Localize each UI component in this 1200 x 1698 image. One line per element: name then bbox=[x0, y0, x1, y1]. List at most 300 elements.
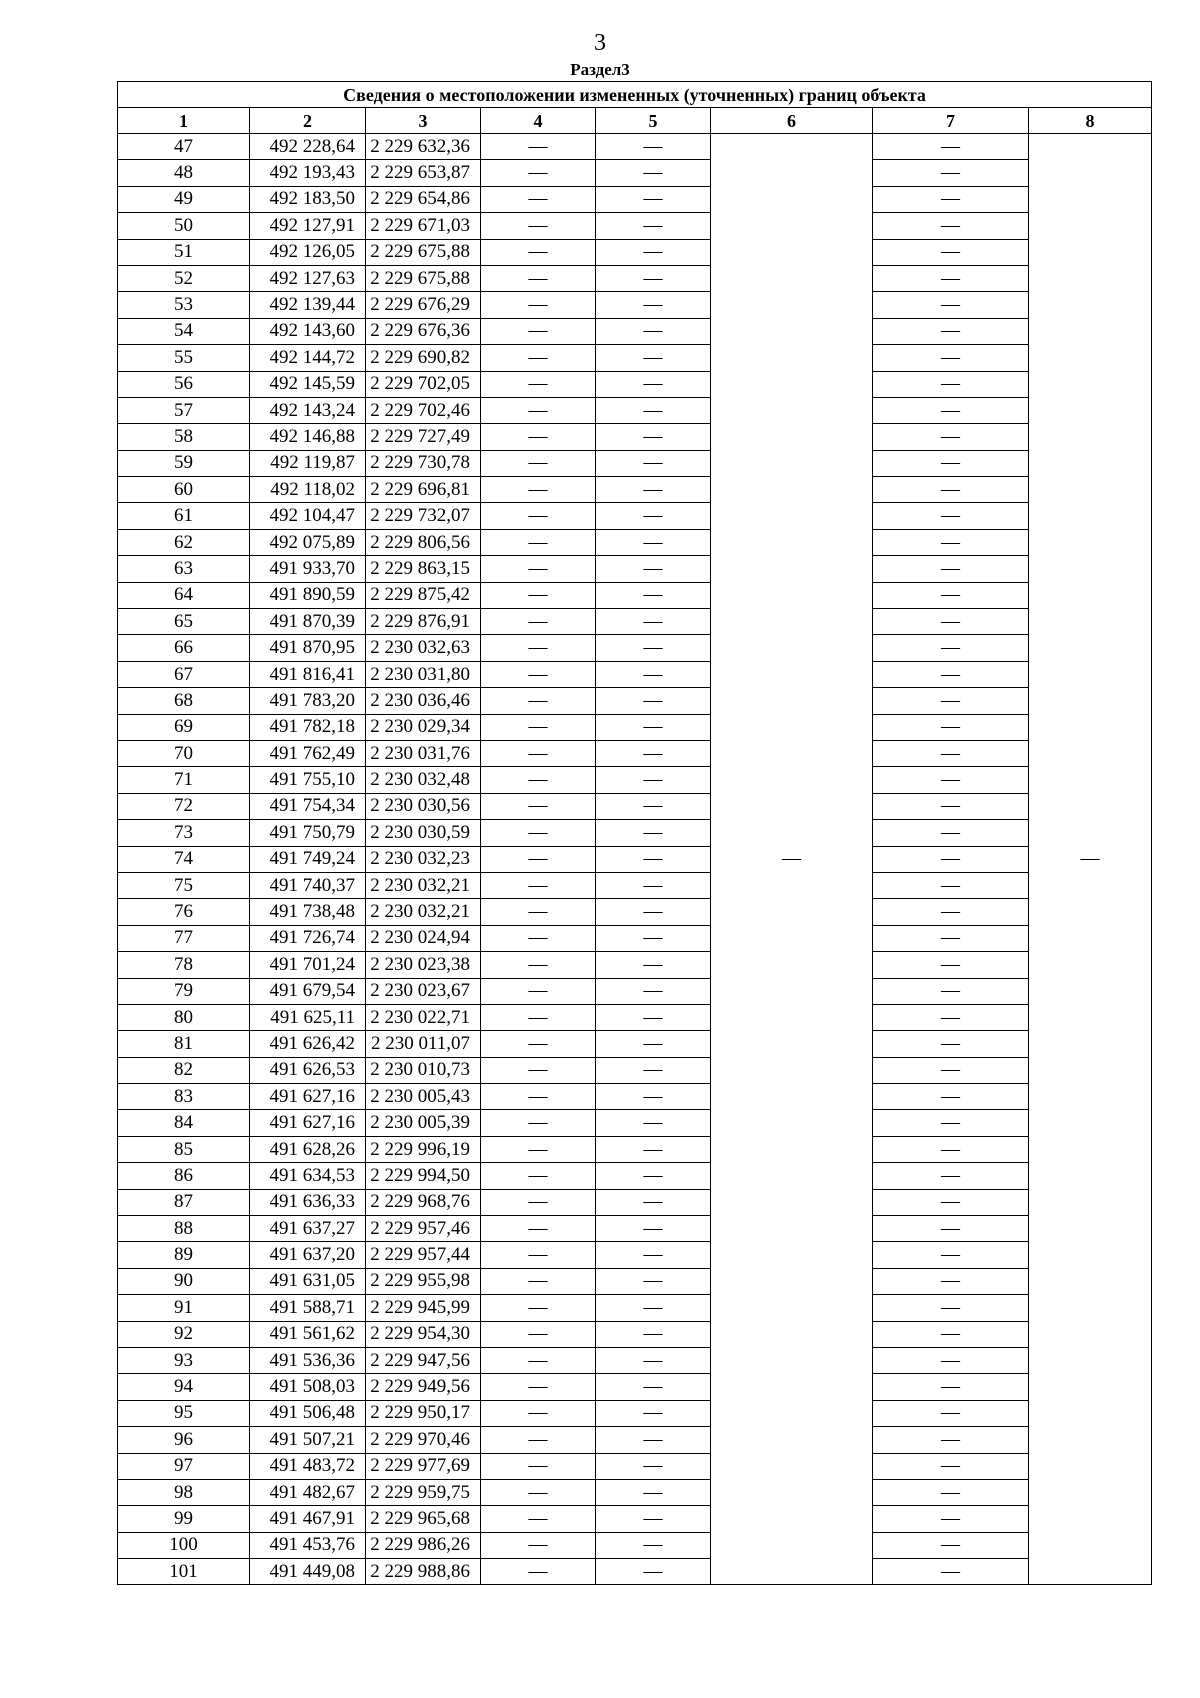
col4-value: — bbox=[481, 1110, 596, 1136]
col7-value: — bbox=[873, 477, 1029, 503]
col4-value: — bbox=[481, 1004, 596, 1030]
point-number: 89 bbox=[118, 1242, 250, 1268]
y-coordinate: 2 230 010,73 bbox=[366, 1057, 481, 1083]
column-header-4: 4 bbox=[481, 108, 596, 134]
col7-value: — bbox=[873, 1057, 1029, 1083]
table-row bbox=[118, 1163, 1152, 1189]
y-coordinate: 2 229 732,07 bbox=[366, 503, 481, 529]
y-coordinate: 2 229 986,26 bbox=[366, 1532, 481, 1558]
x-coordinate: 491 740,37 bbox=[250, 872, 366, 898]
col5-value: — bbox=[596, 292, 711, 318]
x-coordinate: 491 628,26 bbox=[250, 1136, 366, 1162]
y-coordinate: 2 229 959,75 bbox=[366, 1479, 481, 1505]
x-coordinate: 491 870,39 bbox=[250, 609, 366, 635]
col7-value: — bbox=[873, 952, 1029, 978]
col7-value: — bbox=[873, 925, 1029, 951]
col7-value: — bbox=[873, 239, 1029, 265]
col5-value: — bbox=[596, 529, 711, 555]
point-number: 83 bbox=[118, 1084, 250, 1110]
point-number: 94 bbox=[118, 1374, 250, 1400]
y-coordinate: 2 229 968,76 bbox=[366, 1189, 481, 1215]
col4-value: — bbox=[481, 1427, 596, 1453]
col5-value: — bbox=[596, 714, 711, 740]
point-number: 54 bbox=[118, 318, 250, 344]
col7-value: — bbox=[873, 1216, 1029, 1242]
x-coordinate: 491 749,24 bbox=[250, 846, 366, 872]
col7-value: — bbox=[873, 1295, 1029, 1321]
col4-value: — bbox=[481, 740, 596, 766]
col7-value: — bbox=[873, 186, 1029, 212]
y-coordinate: 2 229 994,50 bbox=[366, 1163, 481, 1189]
col7-value: — bbox=[873, 1400, 1029, 1426]
col5-value: — bbox=[596, 978, 711, 1004]
col7-value: — bbox=[873, 213, 1029, 239]
y-coordinate: 2 230 023,38 bbox=[366, 952, 481, 978]
y-coordinate: 2 229 654,86 bbox=[366, 186, 481, 212]
col5-value: — bbox=[596, 1559, 711, 1585]
point-number: 47 bbox=[118, 134, 250, 160]
x-coordinate: 491 637,20 bbox=[250, 1242, 366, 1268]
x-coordinate: 492 139,44 bbox=[250, 292, 366, 318]
col4-value: — bbox=[481, 609, 596, 635]
point-number: 97 bbox=[118, 1453, 250, 1479]
col4-value: — bbox=[481, 292, 596, 318]
x-coordinate: 491 636,33 bbox=[250, 1189, 366, 1215]
col5-value: — bbox=[596, 872, 711, 898]
y-coordinate: 2 229 671,03 bbox=[366, 213, 481, 239]
table-row bbox=[118, 714, 1152, 740]
col4-value: — bbox=[481, 1057, 596, 1083]
table-row bbox=[118, 1506, 1152, 1532]
col7-value: — bbox=[873, 1559, 1029, 1585]
y-coordinate: 2 229 675,88 bbox=[366, 265, 481, 291]
table-row bbox=[118, 213, 1152, 239]
y-coordinate: 2 229 675,88 bbox=[366, 239, 481, 265]
col5-value: — bbox=[596, 1321, 711, 1347]
x-coordinate: 491 679,54 bbox=[250, 978, 366, 1004]
col4-value: — bbox=[481, 952, 596, 978]
col4-value: — bbox=[481, 1136, 596, 1162]
table-row bbox=[118, 1427, 1152, 1453]
point-number: 79 bbox=[118, 978, 250, 1004]
y-coordinate: 2 229 957,44 bbox=[366, 1242, 481, 1268]
col4-value: — bbox=[481, 186, 596, 212]
col7-value: — bbox=[873, 1453, 1029, 1479]
point-number: 91 bbox=[118, 1295, 250, 1321]
col4-value: — bbox=[481, 477, 596, 503]
x-coordinate: 491 467,91 bbox=[250, 1506, 366, 1532]
col7-value: — bbox=[873, 1532, 1029, 1558]
point-number: 96 bbox=[118, 1427, 250, 1453]
table-row bbox=[118, 1057, 1152, 1083]
table-row bbox=[118, 1084, 1152, 1110]
col5-value: — bbox=[596, 688, 711, 714]
col7-value: — bbox=[873, 503, 1029, 529]
col8-merged-value: — bbox=[1029, 134, 1152, 1585]
col7-value: — bbox=[873, 397, 1029, 423]
table-caption: Сведения о местоположении измененных (уточненных) границ объекта bbox=[118, 82, 1152, 108]
col5-value: — bbox=[596, 450, 711, 476]
col7-value: — bbox=[873, 1004, 1029, 1030]
y-coordinate: 2 230 031,76 bbox=[366, 740, 481, 766]
x-coordinate: 492 127,91 bbox=[250, 213, 366, 239]
y-coordinate: 2 229 954,30 bbox=[366, 1321, 481, 1347]
col4-value: — bbox=[481, 371, 596, 397]
col5-value: — bbox=[596, 740, 711, 766]
x-coordinate: 491 483,72 bbox=[250, 1453, 366, 1479]
col5-value: — bbox=[596, 1268, 711, 1294]
point-number: 57 bbox=[118, 397, 250, 423]
col4-value: — bbox=[481, 688, 596, 714]
table-row bbox=[118, 767, 1152, 793]
x-coordinate: 491 783,20 bbox=[250, 688, 366, 714]
table-row bbox=[118, 820, 1152, 846]
point-number: 62 bbox=[118, 529, 250, 555]
x-coordinate: 491 625,11 bbox=[250, 1004, 366, 1030]
page-number: 3 bbox=[594, 30, 606, 56]
point-number: 98 bbox=[118, 1479, 250, 1505]
col7-value: — bbox=[873, 582, 1029, 608]
col5-value: — bbox=[596, 134, 711, 160]
table-row bbox=[118, 1374, 1152, 1400]
col4-value: — bbox=[481, 872, 596, 898]
x-coordinate: 491 536,36 bbox=[250, 1347, 366, 1373]
col5-value: — bbox=[596, 213, 711, 239]
point-number: 80 bbox=[118, 1004, 250, 1030]
col5-value: — bbox=[596, 1453, 711, 1479]
col5-value: — bbox=[596, 345, 711, 371]
col4-value: — bbox=[481, 1559, 596, 1585]
col5-value: — bbox=[596, 239, 711, 265]
point-number: 68 bbox=[118, 688, 250, 714]
col7-value: — bbox=[873, 134, 1029, 160]
col7-value: — bbox=[873, 1242, 1029, 1268]
y-coordinate: 2 229 632,36 bbox=[366, 134, 481, 160]
col5-value: — bbox=[596, 820, 711, 846]
table-row bbox=[118, 846, 1152, 872]
col7-value: — bbox=[873, 450, 1029, 476]
x-coordinate: 491 782,18 bbox=[250, 714, 366, 740]
col5-value: — bbox=[596, 1189, 711, 1215]
table-row bbox=[118, 899, 1152, 925]
y-coordinate: 2 230 030,59 bbox=[366, 820, 481, 846]
point-number: 66 bbox=[118, 635, 250, 661]
point-number: 56 bbox=[118, 371, 250, 397]
col7-value: — bbox=[873, 265, 1029, 291]
col4-value: — bbox=[481, 556, 596, 582]
x-coordinate: 491 507,21 bbox=[250, 1427, 366, 1453]
col5-value: — bbox=[596, 767, 711, 793]
table-row bbox=[118, 265, 1152, 291]
col7-value: — bbox=[873, 767, 1029, 793]
col4-value: — bbox=[481, 345, 596, 371]
point-number: 81 bbox=[118, 1031, 250, 1057]
table-row bbox=[118, 1479, 1152, 1505]
point-number: 93 bbox=[118, 1347, 250, 1373]
y-coordinate: 2 230 032,48 bbox=[366, 767, 481, 793]
point-number: 77 bbox=[118, 925, 250, 951]
section-title: Раздел3 bbox=[570, 60, 630, 79]
col5-value: — bbox=[596, 793, 711, 819]
y-coordinate: 2 229 965,68 bbox=[366, 1506, 481, 1532]
col5-value: — bbox=[596, 397, 711, 423]
column-header-row bbox=[118, 108, 1152, 134]
x-coordinate: 492 143,60 bbox=[250, 318, 366, 344]
table-row bbox=[118, 529, 1152, 555]
col5-value: — bbox=[596, 556, 711, 582]
x-coordinate: 492 118,02 bbox=[250, 477, 366, 503]
y-coordinate: 2 230 032,23 bbox=[366, 846, 481, 872]
col4-value: — bbox=[481, 1163, 596, 1189]
col7-value: — bbox=[873, 872, 1029, 898]
col5-value: — bbox=[596, 1216, 711, 1242]
y-coordinate: 2 229 957,46 bbox=[366, 1216, 481, 1242]
point-number: 85 bbox=[118, 1136, 250, 1162]
x-coordinate: 492 228,64 bbox=[250, 134, 366, 160]
point-number: 95 bbox=[118, 1400, 250, 1426]
col4-value: — bbox=[481, 503, 596, 529]
table-row bbox=[118, 477, 1152, 503]
x-coordinate: 491 870,95 bbox=[250, 635, 366, 661]
col5-value: — bbox=[596, 160, 711, 186]
table-row bbox=[118, 318, 1152, 344]
col7-value: — bbox=[873, 1110, 1029, 1136]
col7-value: — bbox=[873, 345, 1029, 371]
col4-value: — bbox=[481, 160, 596, 186]
point-number: 76 bbox=[118, 899, 250, 925]
col4-value: — bbox=[481, 1084, 596, 1110]
column-header-1: 1 bbox=[118, 108, 250, 134]
col7-value: — bbox=[873, 1189, 1029, 1215]
col7-value: — bbox=[873, 1031, 1029, 1057]
point-number: 53 bbox=[118, 292, 250, 318]
col5-value: — bbox=[596, 1084, 711, 1110]
y-coordinate: 2 230 022,71 bbox=[366, 1004, 481, 1030]
point-number: 64 bbox=[118, 582, 250, 608]
x-coordinate: 492 127,63 bbox=[250, 265, 366, 291]
col4-value: — bbox=[481, 978, 596, 1004]
x-coordinate: 492 183,50 bbox=[250, 186, 366, 212]
table-row bbox=[118, 1242, 1152, 1268]
table-row bbox=[118, 1110, 1152, 1136]
y-coordinate: 2 229 949,56 bbox=[366, 1374, 481, 1400]
col7-value: — bbox=[873, 1136, 1029, 1162]
col5-value: — bbox=[596, 1427, 711, 1453]
point-number: 63 bbox=[118, 556, 250, 582]
point-number: 87 bbox=[118, 1189, 250, 1215]
point-number: 74 bbox=[118, 846, 250, 872]
table-row bbox=[118, 450, 1152, 476]
col6-merged-value: — bbox=[711, 134, 873, 1585]
point-number: 58 bbox=[118, 424, 250, 450]
point-number: 92 bbox=[118, 1321, 250, 1347]
y-coordinate: 2 229 875,42 bbox=[366, 582, 481, 608]
col4-value: — bbox=[481, 1374, 596, 1400]
col5-value: — bbox=[596, 318, 711, 344]
col5-value: — bbox=[596, 1374, 711, 1400]
col4-value: — bbox=[481, 899, 596, 925]
column-header-5: 5 bbox=[596, 108, 711, 134]
point-number: 88 bbox=[118, 1216, 250, 1242]
col5-value: — bbox=[596, 846, 711, 872]
col5-value: — bbox=[596, 925, 711, 951]
table-row bbox=[118, 1400, 1152, 1426]
x-coordinate: 492 146,88 bbox=[250, 424, 366, 450]
y-coordinate: 2 230 031,80 bbox=[366, 661, 481, 687]
col4-value: — bbox=[481, 1268, 596, 1294]
col4-value: — bbox=[481, 820, 596, 846]
x-coordinate: 491 626,42 bbox=[250, 1031, 366, 1057]
table-row bbox=[118, 793, 1152, 819]
col7-value: — bbox=[873, 978, 1029, 1004]
col5-value: — bbox=[596, 899, 711, 925]
table-row bbox=[118, 925, 1152, 951]
x-coordinate: 491 561,62 bbox=[250, 1321, 366, 1347]
point-number: 82 bbox=[118, 1057, 250, 1083]
y-coordinate: 2 229 727,49 bbox=[366, 424, 481, 450]
point-number: 60 bbox=[118, 477, 250, 503]
col4-value: — bbox=[481, 450, 596, 476]
col7-value: — bbox=[873, 1321, 1029, 1347]
table-row bbox=[118, 292, 1152, 318]
y-coordinate: 2 229 690,82 bbox=[366, 345, 481, 371]
table-row bbox=[118, 872, 1152, 898]
point-number: 90 bbox=[118, 1268, 250, 1294]
col7-value: — bbox=[873, 714, 1029, 740]
col5-value: — bbox=[596, 1163, 711, 1189]
table-row bbox=[118, 1321, 1152, 1347]
col5-value: — bbox=[596, 609, 711, 635]
col5-value: — bbox=[596, 1242, 711, 1268]
x-coordinate: 491 637,27 bbox=[250, 1216, 366, 1242]
table-row bbox=[118, 160, 1152, 186]
col4-value: — bbox=[481, 582, 596, 608]
col7-value: — bbox=[873, 1479, 1029, 1505]
y-coordinate: 2 230 029,34 bbox=[366, 714, 481, 740]
point-number: 72 bbox=[118, 793, 250, 819]
col5-value: — bbox=[596, 1031, 711, 1057]
col4-value: — bbox=[481, 1216, 596, 1242]
table-row bbox=[118, 688, 1152, 714]
table-row bbox=[118, 239, 1152, 265]
x-coordinate: 491 627,16 bbox=[250, 1084, 366, 1110]
x-coordinate: 491 755,10 bbox=[250, 767, 366, 793]
col4-value: — bbox=[481, 1295, 596, 1321]
x-coordinate: 491 634,53 bbox=[250, 1163, 366, 1189]
y-coordinate: 2 230 005,43 bbox=[366, 1084, 481, 1110]
y-coordinate: 2 229 702,05 bbox=[366, 371, 481, 397]
col7-value: — bbox=[873, 793, 1029, 819]
point-number: 69 bbox=[118, 714, 250, 740]
table-row bbox=[118, 1004, 1152, 1030]
y-coordinate: 2 229 950,17 bbox=[366, 1400, 481, 1426]
table-row bbox=[118, 635, 1152, 661]
col4-value: — bbox=[481, 1479, 596, 1505]
col4-value: — bbox=[481, 925, 596, 951]
table-row bbox=[118, 503, 1152, 529]
point-number: 75 bbox=[118, 872, 250, 898]
boundary-coordinates-table bbox=[117, 81, 1152, 1585]
point-number: 86 bbox=[118, 1163, 250, 1189]
col4-value: — bbox=[481, 1189, 596, 1215]
x-coordinate: 492 144,72 bbox=[250, 345, 366, 371]
col4-value: — bbox=[481, 1453, 596, 1479]
col4-value: — bbox=[481, 318, 596, 344]
col7-value: — bbox=[873, 1506, 1029, 1532]
x-coordinate: 491 588,71 bbox=[250, 1295, 366, 1321]
x-coordinate: 492 193,43 bbox=[250, 160, 366, 186]
table-row bbox=[118, 134, 1152, 160]
col7-value: — bbox=[873, 556, 1029, 582]
x-coordinate: 491 738,48 bbox=[250, 899, 366, 925]
table-row bbox=[118, 1268, 1152, 1294]
x-coordinate: 491 933,70 bbox=[250, 556, 366, 582]
point-number: 50 bbox=[118, 213, 250, 239]
x-coordinate: 491 453,76 bbox=[250, 1532, 366, 1558]
col5-value: — bbox=[596, 265, 711, 291]
col5-value: — bbox=[596, 582, 711, 608]
point-number: 49 bbox=[118, 186, 250, 212]
col4-value: — bbox=[481, 661, 596, 687]
col4-value: — bbox=[481, 397, 596, 423]
table-row bbox=[118, 1189, 1152, 1215]
x-coordinate: 491 482,67 bbox=[250, 1479, 366, 1505]
col7-value: — bbox=[873, 688, 1029, 714]
col4-value: — bbox=[481, 1347, 596, 1373]
y-coordinate: 2 229 676,36 bbox=[366, 318, 481, 344]
col4-value: — bbox=[481, 265, 596, 291]
col7-value: — bbox=[873, 740, 1029, 766]
x-coordinate: 491 750,79 bbox=[250, 820, 366, 846]
col5-value: — bbox=[596, 952, 711, 978]
y-coordinate: 2 230 023,67 bbox=[366, 978, 481, 1004]
col4-value: — bbox=[481, 1242, 596, 1268]
point-number: 48 bbox=[118, 160, 250, 186]
y-coordinate: 2 229 996,19 bbox=[366, 1136, 481, 1162]
col4-value: — bbox=[481, 529, 596, 555]
col5-value: — bbox=[596, 424, 711, 450]
column-header-2: 2 bbox=[250, 108, 366, 134]
table-row bbox=[118, 424, 1152, 450]
y-coordinate: 2 229 876,91 bbox=[366, 609, 481, 635]
x-coordinate: 492 119,87 bbox=[250, 450, 366, 476]
x-coordinate: 491 701,24 bbox=[250, 952, 366, 978]
table-row bbox=[118, 1347, 1152, 1373]
point-number: 55 bbox=[118, 345, 250, 371]
point-number: 101 bbox=[118, 1559, 250, 1585]
col4-value: — bbox=[481, 1400, 596, 1426]
y-coordinate: 2 229 955,98 bbox=[366, 1268, 481, 1294]
column-header-6: 6 bbox=[711, 108, 873, 134]
x-coordinate: 491 762,49 bbox=[250, 740, 366, 766]
col4-value: — bbox=[481, 239, 596, 265]
col5-value: — bbox=[596, 661, 711, 687]
col5-value: — bbox=[596, 1110, 711, 1136]
point-number: 65 bbox=[118, 609, 250, 635]
col7-value: — bbox=[873, 899, 1029, 925]
col7-value: — bbox=[873, 1163, 1029, 1189]
y-coordinate: 2 229 676,29 bbox=[366, 292, 481, 318]
x-coordinate: 491 816,41 bbox=[250, 661, 366, 687]
y-coordinate: 2 229 702,46 bbox=[366, 397, 481, 423]
table-row bbox=[118, 1216, 1152, 1242]
point-number: 100 bbox=[118, 1532, 250, 1558]
x-coordinate: 492 126,05 bbox=[250, 239, 366, 265]
col7-value: — bbox=[873, 292, 1029, 318]
col4-value: — bbox=[481, 1506, 596, 1532]
col4-value: — bbox=[481, 635, 596, 661]
point-number: 52 bbox=[118, 265, 250, 291]
